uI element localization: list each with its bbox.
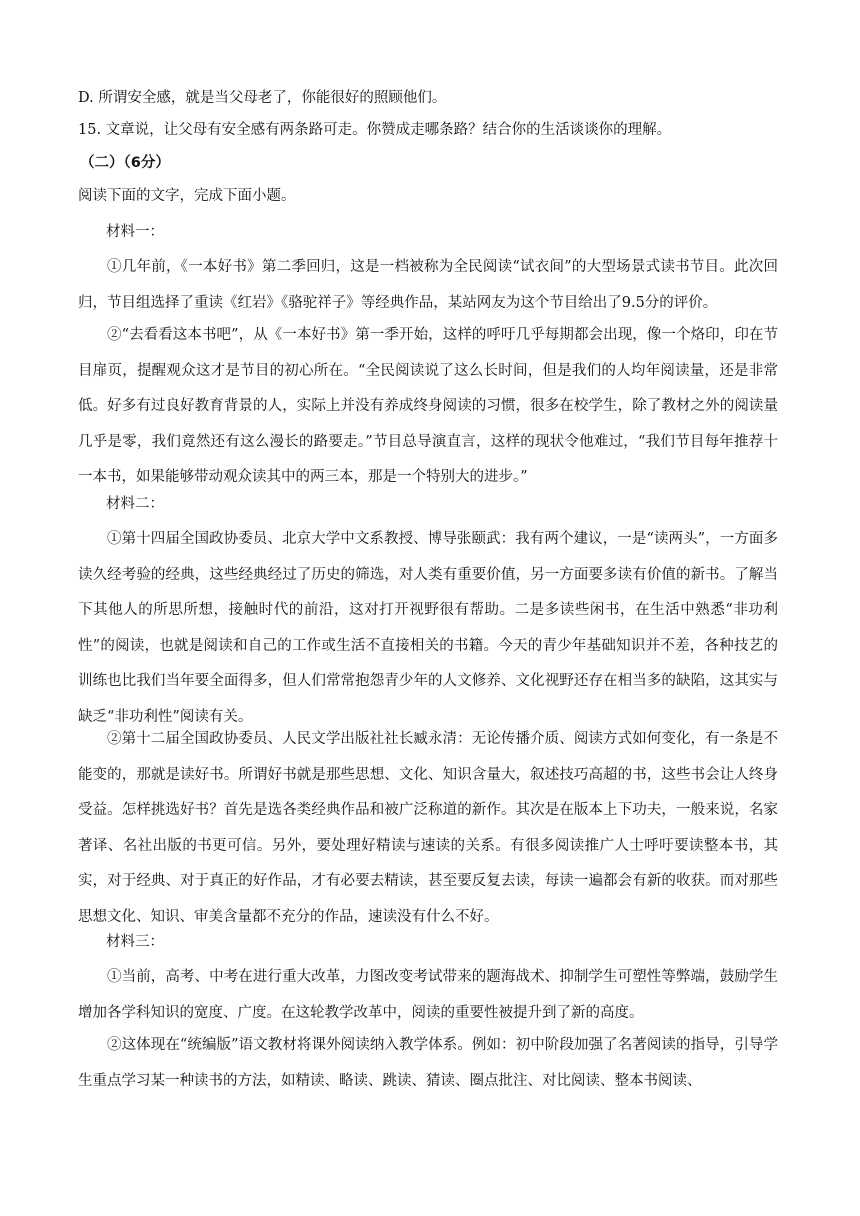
question-15: 15. 文章说，让父母有安全感有两条路可走。你赞成走哪条路？结合你的生活谈谈你的理解。 bbox=[78, 122, 672, 138]
option-d: D. 所谓安全感，就是当父母老了，你能很好的照顾他们。 bbox=[78, 90, 447, 106]
material-two-label: 材料二： bbox=[106, 496, 164, 512]
material-three-paragraph-2: ②这体现在“统编版”语文教材将课外阅读纳入教学体系。例如：初中阶段加强了名著阅读的指导，引导学生重点学习某一种读书的方法，如精读、略读、跳读、猜读、圈点批注、对比阅读、整本书阅读、 bbox=[78, 1037, 778, 1089]
material-one-paragraph-2: ②“去看看这本书吧”，从《一本好书》第一季开始，这样的呼吁几乎每期都会出现，像一个烙印，印在节目扉页，提醒观众这才是节目的初心所在。“全民阅读说了这么长时间，但是我们的人均年阅读量，还是非常低。好多有过良好教育背景的人，实际上并没有养成终身阅读的习惯，很多在校学生，除了教材之外的阅读量几乎是零，我们竟然还有这么漫长的路要走。”节目总导演直言，这样的现状令他难过，“我们节目每年推荐十一本书，如果能够带动观众读其中的两三本，那是一个特别大的进步。” bbox=[78, 327, 778, 485]
material-one-paragraph-1: ①几年前，《一本好书》第二季回归，这是一档被称为全民阅读“试衣间”的大型场景式读书节目。此次回归，节目组选择了重读《红岩》《骆驼祥子》等经典作品，某站网友为这个节目给出了9.5分的评价。 bbox=[78, 259, 778, 311]
section-heading: （二）（6分） bbox=[80, 155, 170, 171]
section-instruction: 阅读下面的文字，完成下面小题。 bbox=[78, 188, 296, 204]
material-two-paragraph-1: ①第十四届全国政协委员、北京大学中文系教授、博导张颐武：我有两个建议，一是“读两头”，一方面多读久经考验的经典，这些经典经过了历史的筛选，对人类有重要价值，另一方面要多读有价值的新书。了解当下其他人的所思所想，接触时代的前沿，这对打开视野很有帮助。二是多读些闲书，在生活中熟悉“非功利性”的阅读，也就是阅读和自己的工作或生活不直接相关的书籍。今天的青少年基础知识并不差，各种技艺的训练也比我们当年要全面得多，但人们常常抱怨青少年的人文修养、文化视野还存在相当多的缺陷，这其实与缺乏“非功利性”阅读有关。 bbox=[78, 531, 778, 725]
material-three-paragraph-1: ①当前，高考、中考在进行重大改革，力图改变考试带来的题海战术、抑制学生可塑性等弊端，鼓励学生增加各学科知识的宽度、广度。在这轮教学改革中，阅读的重要性被提升到了新的高度。 bbox=[78, 969, 778, 1021]
material-three-label: 材料三： bbox=[106, 934, 164, 950]
material-two-paragraph-2: ②第十二届全国政协委员、人民文学出版社社长臧永清：无论传播介质、阅读方式如何变化，有一条是不能变的，那就是读好书。所谓好书就是那些思想、文化、知识含量大，叙述技巧高超的书，这些书会让人终身受益。怎样挑选好书？首先是选各类经典作品和被广泛称道的新作。其次是在版本上下功夫，一般来说，名家著译、名社出版的书更可信。另外，要处理好精读与速读的关系。有很多阅读推广人士呼吁要读整本书，其实，对于经典、对于真正的好作品，才有必要去精读，甚至要反复去读，每读一遍都会有新的收获。而对那些思想文化、知识、审美含量都不充分的作品，速读没有什么不好。 bbox=[78, 731, 778, 925]
material-one-label: 材料一： bbox=[106, 224, 164, 240]
